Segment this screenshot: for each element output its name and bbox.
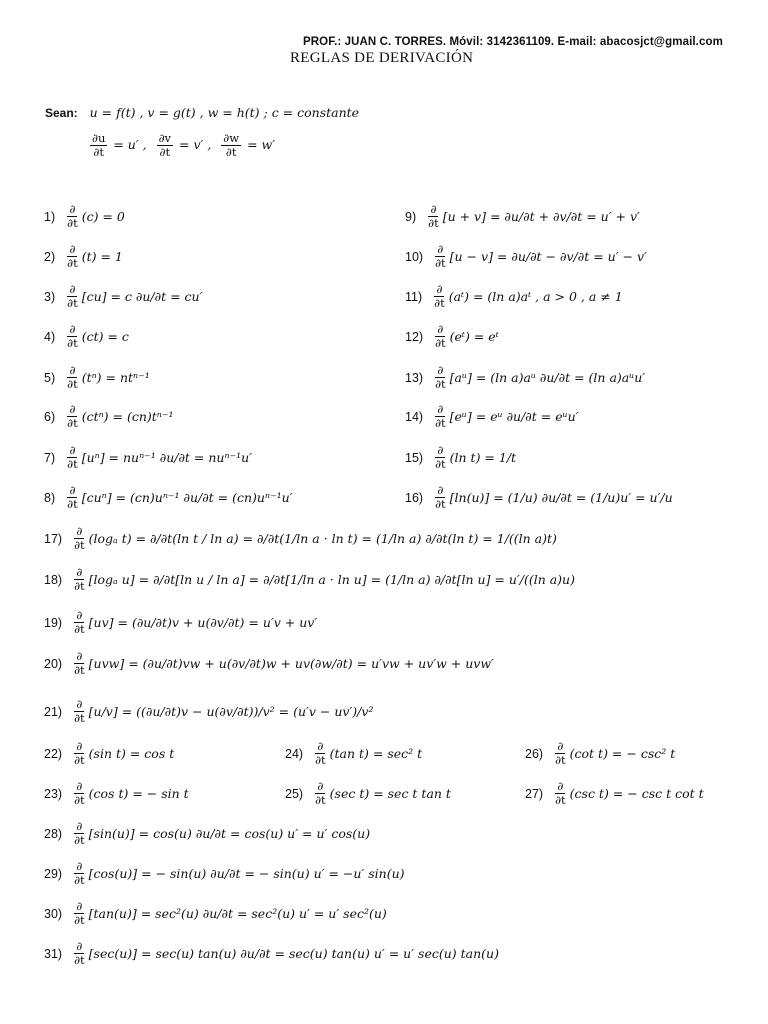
rule-13: 13) $\frac{\partial}{\partial t}$ [aᵘ] = (ln a)aᵘ ∂u/∂t = (ln a)aᵘu′ (405, 363, 646, 391)
rule-2: 2) $\frac{\partial}{\partial t}$ (t) = 1 (44, 242, 123, 270)
given-definitions (45, 105, 359, 120)
given-rest: = u′ , (113, 137, 147, 152)
rule-17: 17) $\frac{\partial}{\partial t}$ (logₐ t) = ∂/∂t(ln t / ln a) = ∂/∂t(1/ln a · ln t) = (1/ln a) ∂/∂t(ln t) = 1/((ln a)t) (44, 524, 557, 552)
rule-6: 6) $\frac{\partial}{\partial t}$ (ctⁿ) = (cn)tⁿ⁻¹ (44, 402, 174, 430)
rule-25: 25) $\frac{\partial}{\partial t}$ (sec t) = sec t tan t (285, 779, 451, 807)
given-label: Sean: (45, 106, 78, 120)
rule-9: 9) $\frac{\partial}{\partial t}$ [u + v] = ∂u/∂t + ∂v/∂t = u′ + v′ (405, 202, 640, 230)
rule-20: 20) $\frac{\partial}{\partial t}$ [uvw] = (∂u/∂t)vw + u(∂v/∂t)w + uv(∂w/∂t) = u′vw + uv′w + uvw′ (44, 649, 494, 677)
rule-31: 31) $\frac{\partial}{\partial t}$ [sec(u)] = sec(u) tan(u) ∂u/∂t = sec(u) tan(u) u′ = u′ sec(u) tan(u) (44, 939, 499, 967)
rule-3: 3) $\frac{\partial}{\partial t}$ [cu] = c ∂u/∂t = cu′ (44, 282, 203, 310)
given-line-1: u = f(t) , v = g(t) , w = h(t) ; c = constante (89, 105, 360, 120)
rule-8: 8) $\frac{\partial}{\partial t}$ [cuⁿ] = (cn)uⁿ⁻¹ ∂u/∂t = (cn)uⁿ⁻¹u′ (44, 483, 293, 511)
rule-24: 24) $\frac{\partial}{\partial t}$ (tan t) = sec² t (285, 739, 423, 767)
rule-28: 28) $\frac{\partial}{\partial t}$ [sin(u)] = cos(u) ∂u/∂t = cos(u) u′ = u′ cos(u) (44, 819, 371, 847)
rule-30: 30) $\frac{\partial}{\partial t}$ [tan(u)] = sec²(u) ∂u/∂t = sec²(u) u′ = u′ sec²(u) (44, 899, 387, 927)
rule-5: 5) $\frac{\partial}{\partial t}$ (tⁿ) = ntⁿ⁻¹ (44, 363, 150, 391)
rule-12: 12) $\frac{\partial}{\partial t}$ (eᵗ) = eᵗ (405, 322, 499, 350)
rule-19: 19) $\frac{\partial}{\partial t}$ [uv] = (∂u/∂t)v + u(∂v/∂t) = u′v + uv′ (44, 608, 318, 636)
fraction: $\frac{\partial w}{\partial t}$ (223, 131, 240, 159)
rule-26: 26) $\frac{\partial}{\partial t}$ (cot t) = − csc² t (525, 739, 676, 767)
rule-11: 11) $\frac{\partial}{\partial t}$ (aᵗ) = (ln a)aᵗ , a > 0 , a ≠ 1 (405, 282, 623, 310)
fraction: $\frac{\partial u}{\partial t}$ (92, 131, 106, 159)
header-contact: PROF.: JUAN C. TORRES. Móvil: 3142361109. E-mail: abacosjct@gmail.com (303, 36, 723, 48)
rule-10: 10) $\frac{\partial}{\partial t}$ [u − v] = ∂u/∂t − ∂v/∂t = u′ − v′ (405, 242, 647, 270)
rule-4: 4) $\frac{\partial}{\partial t}$ (ct) = c (44, 322, 129, 350)
rule-7: 7) $\frac{\partial}{\partial t}$ [uⁿ] = nuⁿ⁻¹ ∂u/∂t = nuⁿ⁻¹u′ (44, 443, 253, 471)
rule-23: 23) $\frac{\partial}{\partial t}$ (cos t) = − sin t (44, 779, 189, 807)
rule-14: 14) $\frac{\partial}{\partial t}$ [eᵘ] = eᵘ ∂u/∂t = eᵘu′ (405, 402, 579, 430)
fraction: $\frac{\partial v}{\partial t}$ (158, 131, 172, 159)
page-title: REGLAS DE DERIVACIÓN (290, 50, 474, 66)
rule-16: 16) $\frac{\partial}{\partial t}$ [ln(u)] = (1/u) ∂u/∂t = (1/u)u′ = u′/u (405, 483, 673, 511)
rule-18: 18) $\frac{\partial}{\partial t}$ [logₐ u] = ∂/∂t[ln u / ln a] = ∂/∂t[1/ln a · ln u] = (1/ln a) ∂/∂t[ln u] = u′/((ln a)u) (44, 565, 575, 593)
given-rest: = w′ (247, 137, 276, 152)
given-rest: = v′ , (179, 137, 212, 152)
rule-29: 29) $\frac{\partial}{\partial t}$ [cos(u)] = − sin(u) ∂u/∂t = − sin(u) u′ = −u′ sin(u) (44, 859, 405, 887)
rule-22: 22) $\frac{\partial}{\partial t}$ (sin t) = cos t (44, 739, 175, 767)
rule-15: 15) $\frac{\partial}{\partial t}$ (ln t) = 1/t (405, 443, 517, 471)
rule-27: 27) $\frac{\partial}{\partial t}$ (csc t) = − csc t cot t (525, 779, 704, 807)
rule-21: 21) $\frac{\partial}{\partial t}$ [u/v] = ((∂u/∂t)v − u(∂v/∂t))/v² = (u′v − uv′)/v² (44, 697, 374, 725)
rule-1: 1) $\frac{\partial}{\partial t}$ (c) = 0 (44, 202, 125, 230)
given-derivatives (88, 132, 275, 159)
